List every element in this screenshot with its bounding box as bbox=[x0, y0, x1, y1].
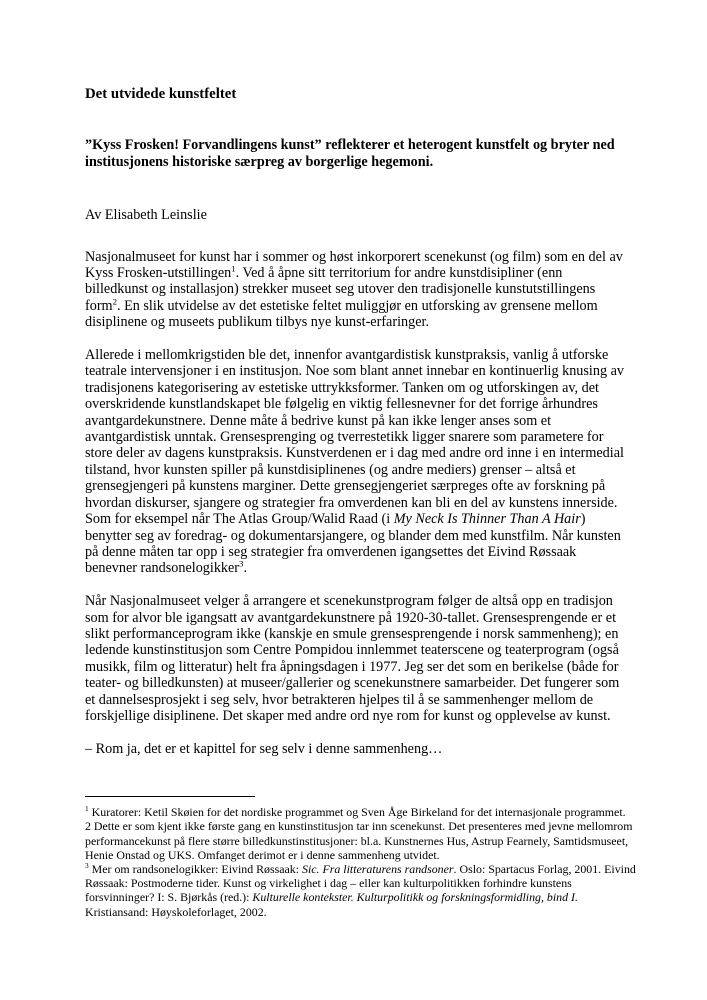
footnote-2 bbox=[85, 819, 637, 862]
paragraph-2 bbox=[85, 347, 625, 577]
work-title-italic: My Neck Is Thinner Than A Hair bbox=[393, 511, 581, 528]
footnote-3-text: Mer om randsonelogikker: Eivind Røssaak: bbox=[88, 861, 303, 876]
paragraph-1-text: . En slik utvidelse av det estetiske feltet muliggjør en utforsking av grensene mellom disiplinene og museets publikum tilbys nye kunst-erfaringer. bbox=[85, 297, 598, 331]
book-title-italic: Sic. Fra litteraturens randsoner bbox=[302, 861, 454, 876]
paragraph-1-text: Nasjonalmuseet for kunst har i sommer og høst inkorporert scenekunst (og film) som en del av Kyss Frosken-utstillingen bbox=[85, 248, 623, 282]
paragraph-4-text: – Rom ja, det er et kapittel for seg selv i denne sammenheng… bbox=[85, 740, 443, 757]
footnotes-section bbox=[85, 805, 637, 919]
footnote-separator bbox=[85, 796, 255, 797]
footnote-ref-1: 1 bbox=[231, 263, 236, 274]
paragraph-3 bbox=[85, 593, 625, 724]
footnote-ref-2: 2 bbox=[112, 296, 117, 307]
lead-paragraph: ”Kyss Frosken! Forvandlingens kunst” reflekterer et heterogent kunstfelt og bryter ned institusjonens historiske særpreg av borgerlige hegemoni. bbox=[85, 137, 615, 170]
footnote-3-text: . Oslo: Spartacus Forlag, 2001. Eivind Røssaak: Postmoderne tider. Kunst og virkelighet i dag – eller kan kulturpolitikken forhindre kunstens forsvinninger? I: S. Bjørkås (red.): bbox=[85, 861, 636, 905]
paragraph-3-text: Når Nasjonalmuseet velger å arrangere et scenekunstprogram følger de altså opp en tradisjon som for alvor ble igangsatt av avantgardekunstnere på 1920-30-tallet. Grensesprengende er et slikt performanceprogram ikke (kanskje en smule grensesprengende i norsk sammenheng); en ledende kunstinstitusjon som Centre Pompidou innlemmet teaterscene og teaterprogram (også musikk, film og litteratur) helt fra åpningsdagen i 1977. Jeg ser det som en berikelse (både for teater- og billedkunsten) at museer/gallerier og scenekunstnere samarbeider. Det fungerer som et dannelsesprosjekt i seg selv, hvor betrakteren hjelpes til å se sammenhenger mellom de forskjellige disiplinene. Det skaper med andre ord nye rom for kunst og opplevelse av kunst. bbox=[85, 593, 620, 724]
footnote-1 bbox=[85, 805, 637, 819]
paragraph-1-text: . Ved å åpne sitt territorium for andre kunstdisipliner (enn billedkunst og installasjon) strekker museet seg utover den tradisjonelle kunstutstillingens form bbox=[85, 265, 596, 314]
footnote-1-text: Kuratorer: Ketil Skøien for det nordiske programmet og Sven Åge Birkeland for det internasjonale programmet. bbox=[88, 805, 626, 820]
paragraph-2-text: ) benytter seg av foredrag- og dokumentarsjangere, og blander dem med kunstfilm. Når kunsten på denne måten tar opp i seg strategier fra omverdenen igangsettes det Eivind Røssaak benevner randsonelogikker bbox=[85, 511, 621, 577]
footnote-3-marker: 3 bbox=[85, 861, 89, 871]
paragraph-2-text: . bbox=[243, 560, 247, 577]
page-title: Det utvidede kunstfeltet bbox=[85, 86, 237, 102]
paragraph-4 bbox=[85, 741, 625, 757]
byline: Av Elisabeth Leinslie bbox=[85, 207, 207, 224]
footnote-ref-3: 3 bbox=[239, 558, 244, 569]
footnote-2-text: 2 Dette er som kjent ikke første gang en kunstinstitusjon tar inn scenekunst. Det presenteres med jevne mellomrom performancekunst på flere større billedkunstinstitusjoner: bl.a. Kunstnernes Hus, Astrup Fearnely, Samtidsmuseet, Henie Onstad og UKS. Omfanget derimot er i denne sammenheng utvidet. bbox=[85, 819, 633, 862]
footnote-3 bbox=[85, 862, 637, 919]
footnote-1-marker: 1 bbox=[85, 804, 89, 814]
paragraph-2-text: Allerede i mellomkrigstiden ble det, innenfor avantgardistisk kunstpraksis, vanlig å utforske teatrale intervensjoner i en institusjon. Noe som blant annet innebar en kontinuerlig knusing av tradisjonens kategorisering av estetiske uttrykksformer. Tanken om og utforskingen av, det overskridende kunstlandskapet ble følgelig en viktig fellesnevner for det forrige århundres avantgardekunstnere. Denne måte å bedrive kunst på kan ikke lenger anses som et avantgardistisk unntak. Grensesprenging og tverrestetikk ligger snarere som parametere for store deler av dagens kunstpraksis. Kunstverdenen er i dag med andre ord inne i en intermedial tilstand, hvor kunsten spiller på kunstdisiplinenes (og andre mediers) grenser – altså et grensegjengeri på kunstens marginer. Dette grensegjengeriet særpreges ofte av forskning på hvordan diskurser, sjangere og strategier fra omverdenen kan bli en del av kunstens innerside. Som for eksempel når The Atlas Group/Walid Raad (i bbox=[85, 347, 624, 528]
book-title-italic: Kulturelle kontekster. Kulturpolitikk og forskningsformidling, bind I. bbox=[252, 890, 578, 905]
footnote-3-text: Kristiansand: Høyskoleforlaget, 2002. bbox=[85, 904, 267, 919]
paragraph-1 bbox=[85, 249, 625, 331]
